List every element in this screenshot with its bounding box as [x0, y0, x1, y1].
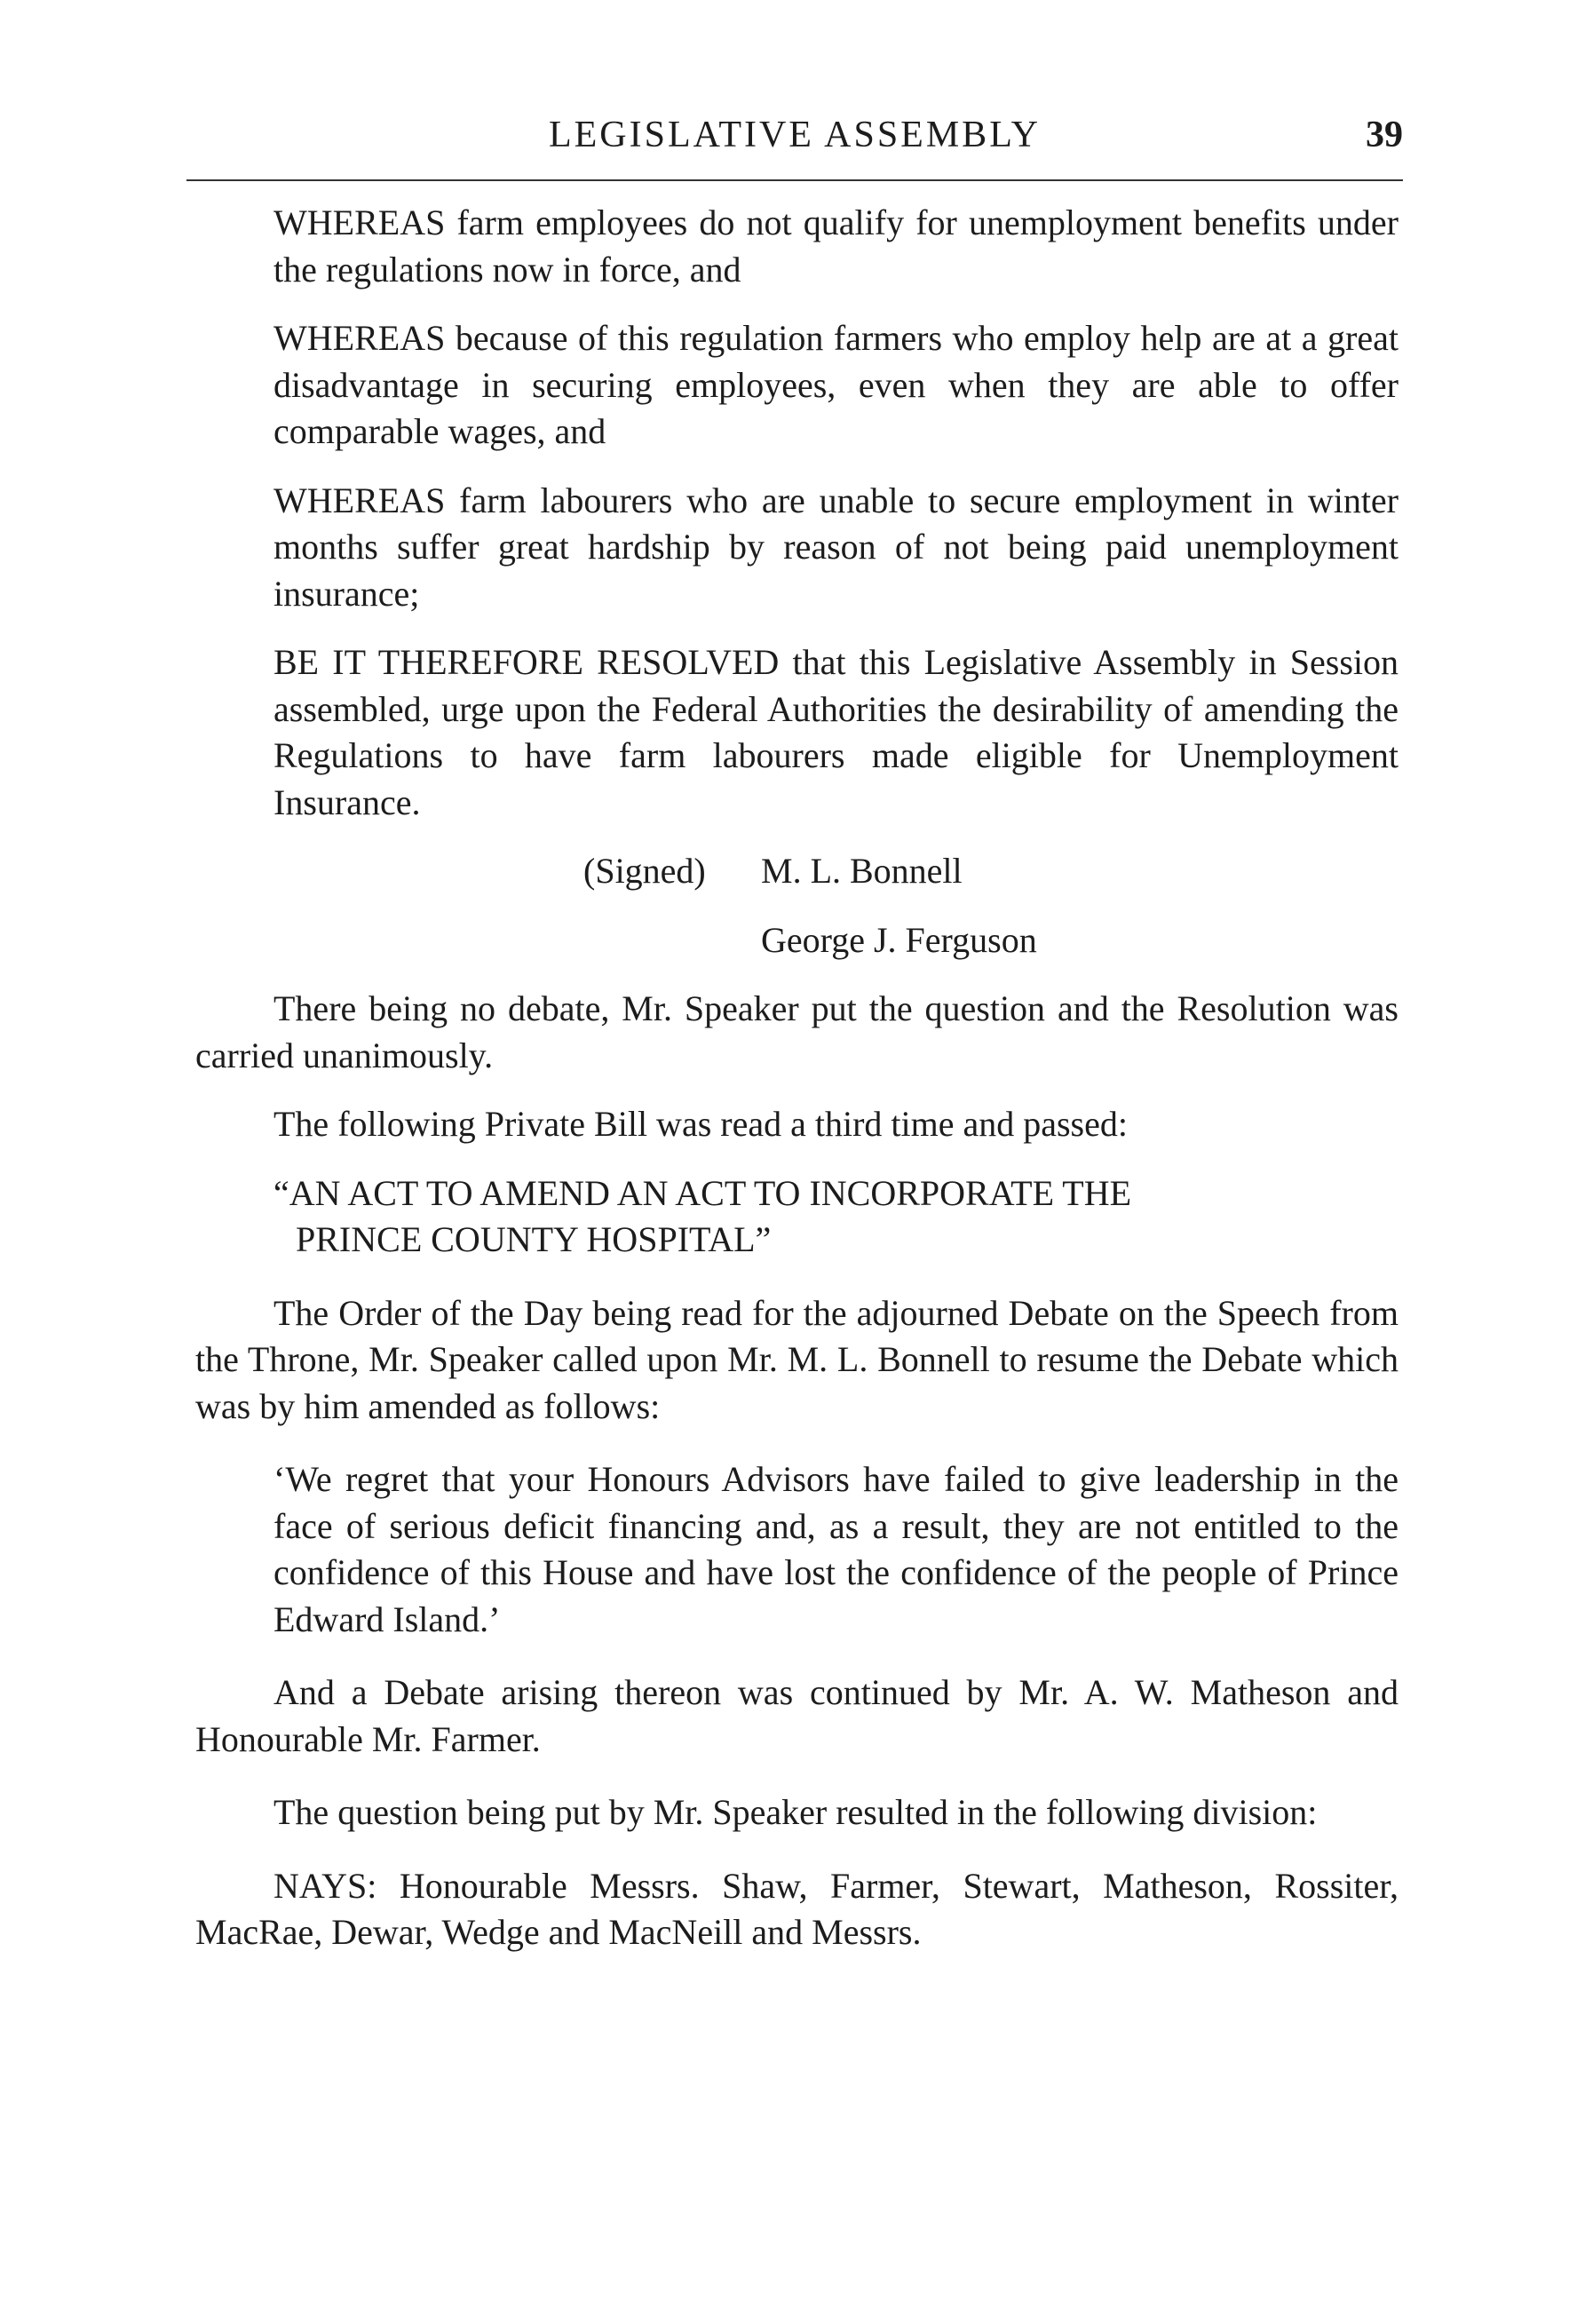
- order-of-day-paragraph: The Order of the Day being read for the adjourned Debate on the Speech from the Throne, Mr. Speaker called upon Mr. M. L. Bonnell to resume the Debate which was by him amended as follows:: [195, 1292, 1399, 1426]
- private-bill-paragraph: The following Private Bill was read a third time and passed:: [273, 1104, 1128, 1144]
- act-title-line-1: “AN ACT TO AMEND AN ACT TO INCORPORATE THE: [273, 1172, 1132, 1213]
- debate-paragraph: And a Debate arising thereon was continued by Mr. A. W. Matheson and Honourable Mr. Farmer.: [195, 1672, 1399, 1759]
- nays-paragraph: NAYS: Honourable Messrs. Shaw, Farmer, Stewart, Matheson, Rossiter, MacRae, Dewar, Wedge and MacNeill and Messrs.: [195, 1865, 1399, 1952]
- signer-name-1: M. L. Bonnell: [761, 851, 963, 891]
- resolved-paragraph: BE IT THEREFORE RESOLVED that this Legislative Assembly in Session assembled, urge upon the Federal Authorities the desirability of amending the Regulations to have farm labourers made eligible for Unemployment Insurance.: [273, 642, 1399, 822]
- act-title: [195, 1170, 1399, 1264]
- signature-line-1: [195, 848, 1399, 895]
- amendment-quote: ‘We regret that your Honours Advisors have failed to give leadership in the face of serious deficit financing and, as a result, they are not entitled to the confidence of this House and have lost the confidence of the people of Prince Edward Island.’: [273, 1459, 1399, 1639]
- body-text: [195, 200, 1399, 1956]
- whereas-paragraph-1: WHEREAS farm employees do not qualify for unemployment benefits under the regulations now in force, and: [273, 202, 1399, 290]
- carried-paragraph: There being no debate, Mr. Speaker put the question and the Resolution was carried unanimously.: [195, 988, 1399, 1075]
- division-paragraph: The question being put by Mr. Speaker resulted in the following division:: [273, 1792, 1318, 1832]
- whereas-paragraph-3: WHEREAS farm labourers who are unable to secure employment in winter months suffer great hardship by reason of not being paid unemployment insurance;: [273, 480, 1399, 614]
- running-title: LEGISLATIVE ASSEMBLY: [549, 115, 1041, 155]
- whereas-paragraph-2: WHEREAS because of this regulation farmers who employ help are at a great disadvantage in securing employees, even when they are able to offer comparable wages, and: [273, 318, 1399, 451]
- signature-line-2: [195, 917, 1399, 964]
- page-number: 39: [1366, 115, 1403, 155]
- act-title-line-2: PRINCE COUNTY HOSPITAL”: [296, 1219, 772, 1259]
- header-rule: [186, 179, 1403, 181]
- signed-label: (Signed): [583, 851, 706, 891]
- signer-name-2: George J. Ferguson: [761, 919, 1037, 960]
- running-head: [186, 114, 1403, 167]
